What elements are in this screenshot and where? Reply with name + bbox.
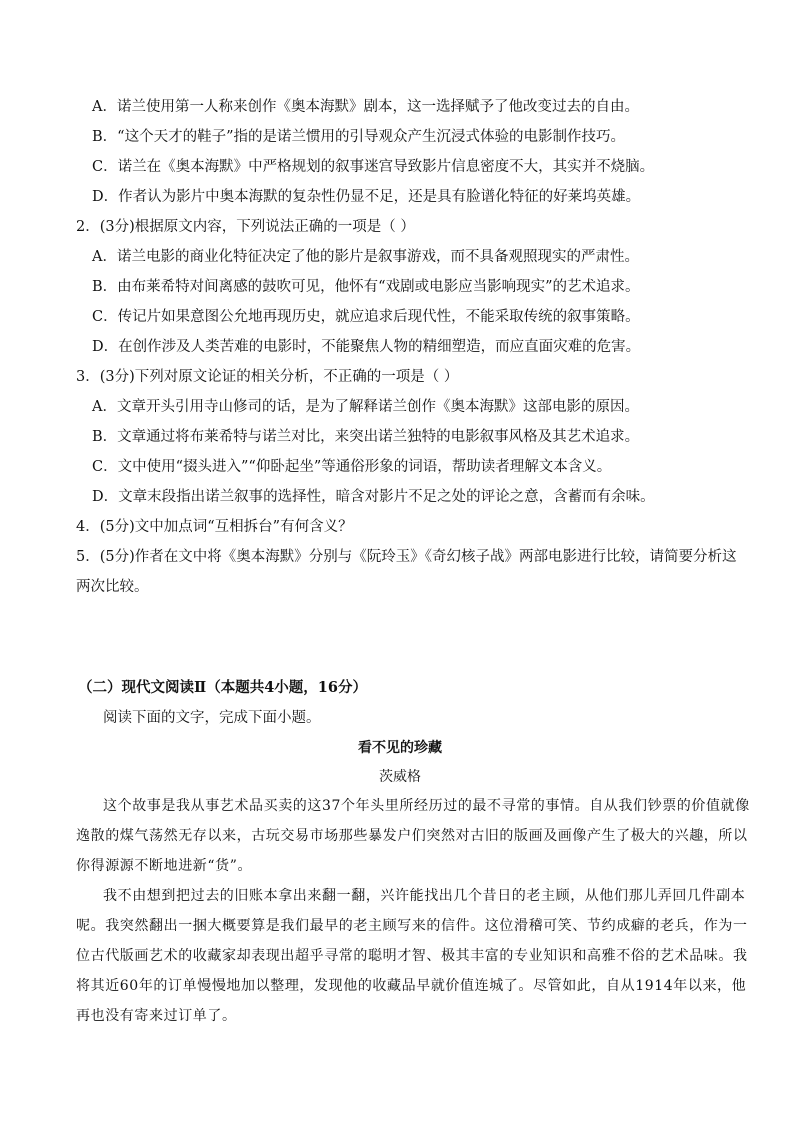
q5-stem-line-1: 5．(5分)作者在文中将《奥本海默》分别与《阮玲玉》《奇幻核子战》两部电影进行比较，请简要分析这	[76, 549, 737, 565]
paragraph-2-line-4: 将其近60年的订单慢慢地加以整理，发现他的收藏品早就价值连城了。尽管如此，自从1914年以来，他	[76, 978, 747, 994]
q2-option-d: D．在创作涉及人类苦难的电影时，不能聚焦人物的精细塑造，而应直面灾难的危害。	[92, 339, 641, 355]
paragraph-2-line-1: 我不由想到把过去的旧账本拿出来翻一翻，兴许能找出几个昔日的老主顾，从他们那儿弄回几件副本	[103, 888, 746, 904]
q4-stem: 4．(5分)文中加点词“互相拆台”有何含义？	[76, 519, 353, 535]
section-heading: （二）现代文阅读Ⅱ（本题共4小题，16分）	[78, 679, 367, 696]
paragraph-1-line-3: 你得源源不断地进新“货”。	[76, 858, 253, 874]
q2-option-c: C．传记片如果意图公允地再现历史，就应追求后现代性，不能采取传统的叙事策略。	[92, 309, 640, 325]
paragraph-2-line-2: 呢。我突然翻出一捆大概要算是我们最早的老主顾写来的信件。这位滑稽可笑、节约成癖的老兵，作为一	[76, 918, 748, 934]
q1-option-a: A．诺兰使用第一人称来创作《奥本海默》剧本，这一选择赋予了他改变过去的自由。	[92, 99, 639, 115]
q3-option-b: B．文章通过将布莱希特与诺兰对比，来突出诺兰独特的电影叙事风格及其艺术追求。	[92, 429, 640, 445]
q1-option-c: C．诺兰在《奥本海默》中严格规划的叙事迷宫导致影片信息密度不大，其实并不烧脑。	[92, 159, 655, 175]
paragraph-1-line-2: 逸散的煤气荡然无存以来，古玩交易市场那些暴发户们突然对古旧的版画及画像产生了极大的兴趣，所以	[76, 828, 748, 844]
q3-stem: 3．(3分)下列对原文论证的相关分析，不正确的一项是（ ）	[76, 369, 459, 385]
article-author: 茨威格	[379, 769, 421, 785]
q1-option-b: B．“这个天才的鞋子”指的是诺兰惯用的引导观众产生沉浸式体验的电影制作技巧。	[92, 129, 625, 145]
article-title: 看不见的珍藏	[358, 740, 442, 756]
paragraph-2-line-5: 再也没有寄来过订单了。	[76, 1008, 237, 1024]
section-intro: 阅读下面的文字，完成下面小题。	[103, 710, 321, 726]
q3-option-a: A．文章开头引用寺山修司的话，是为了解释诺兰创作《奥本海默》这部电影的原因。	[92, 399, 639, 415]
q3-option-d: D．文章末段指出诺兰叙事的选择性，暗含对影片不足之处的评论之意，含蓄而有余味。	[92, 489, 655, 505]
q1-option-d: D．作者认为影片中奥本海默的复杂性仍显不足，还是具有脸谱化特征的好莱坞英雄。	[92, 189, 641, 205]
q3-option-c: C．文中使用“掇头进入”“仰卧起坐”等通俗形象的词语，帮助读者理解文本含义。	[92, 459, 612, 475]
q2-stem: 2．(3分)根据原文内容，下列说法正确的一项是（ ）	[76, 219, 415, 235]
q5-stem-line-2: 两次比较。	[76, 579, 149, 595]
q2-option-a: A．诺兰电影的商业化特征决定了他的影片是叙事游戏，而不具备观照现实的严肃性。	[92, 249, 639, 265]
paragraph-2-line-3: 位古代版画艺术的收藏家却表现出超乎寻常的聪明才智、极其丰富的专业知识和高雅不俗的艺术品味。我	[76, 948, 748, 964]
paragraph-1-line-1: 这个故事是我从事艺术品买卖的这37个年头里所经历过的最不寻常的事情。自从我们钞票的价值就像	[103, 798, 750, 814]
q2-option-b: B．由布莱希特对间离感的鼓吹可见，他怀有“戏剧或电影应当影响现实”的艺术追求。	[92, 279, 640, 295]
